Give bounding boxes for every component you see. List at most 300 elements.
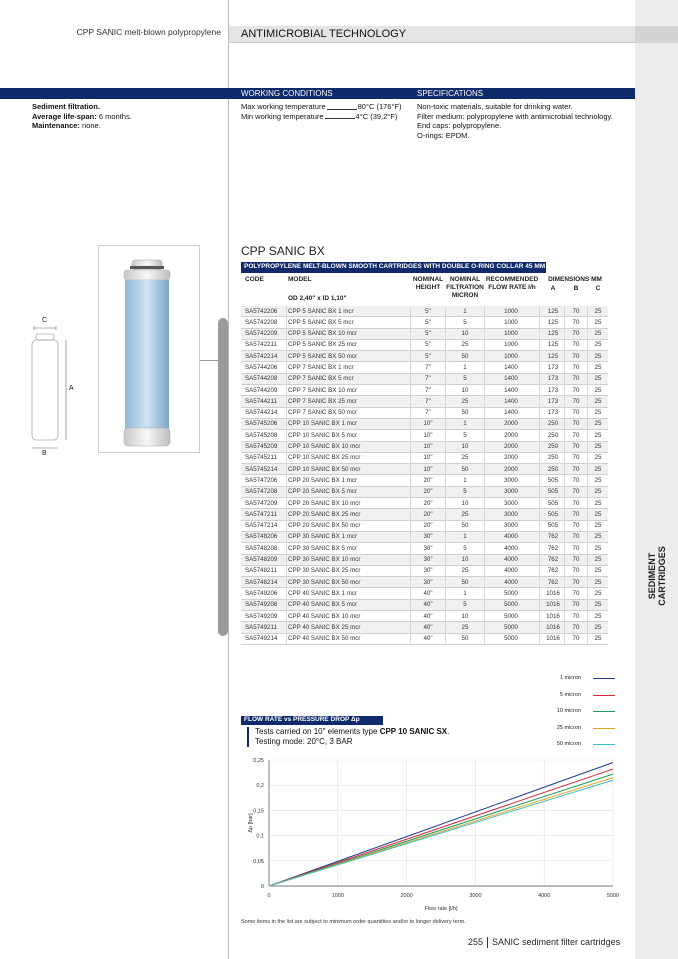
column-separator	[445, 306, 446, 644]
cell-filtration: 1	[463, 420, 467, 428]
x-tick-label: 3000	[469, 893, 482, 899]
cell-dim-a: 1016	[546, 589, 560, 597]
cell-filtration: 50	[461, 352, 469, 360]
cell-model: CPP 40 SANIC BX 5 mcr	[288, 601, 358, 609]
cell-code: SA5748208	[245, 544, 278, 552]
cell-dim-c: 25	[594, 601, 602, 609]
cell-model: CPP 10 SANIC BX 50 mcr	[288, 465, 361, 473]
note-prefix: Tests carried on 10" elements type	[255, 727, 380, 736]
cell-code: SA5745209	[245, 443, 278, 451]
cell-height: 40"	[423, 612, 433, 620]
cell-dim-a: 505	[547, 488, 559, 496]
cell-height: 20"	[423, 488, 433, 496]
cell-dim-c: 25	[594, 499, 602, 507]
cell-model: CPP 20 SANIC BX 1 mcr	[288, 476, 358, 484]
col-code: CODE	[245, 276, 264, 283]
cell-height: 10"	[423, 420, 433, 428]
info-bar	[0, 88, 635, 99]
cell-code: SA5744211	[245, 397, 277, 405]
cell-model: CPP 20 SANIC BX 10 mcr	[288, 499, 361, 507]
cell-dim-b: 70	[572, 567, 580, 575]
cell-model: CPP 7 SANIC BX 5 mcr	[288, 375, 354, 383]
table-row	[241, 396, 608, 407]
cell-dim-a: 505	[547, 476, 559, 484]
right-side-rail	[635, 0, 678, 959]
cell-model: CPP 30 SANIC BX 10 mcr	[288, 556, 361, 564]
product-family-title: CPP SANIC melt-blown polypropylene	[76, 27, 221, 37]
cell-dim-b: 70	[572, 318, 580, 326]
cell-dim-a: 250	[547, 420, 559, 428]
cell-dim-c: 25	[594, 578, 602, 586]
cell-dim-b: 70	[572, 623, 580, 631]
cell-model: CPP 40 SANIC BX 25 mcr	[288, 623, 361, 631]
cell-dim-c: 25	[594, 544, 602, 552]
x-tick-label: 2000	[400, 893, 413, 899]
legend-item	[540, 673, 615, 690]
cell-flow: 4000	[504, 578, 518, 586]
cell-dim-b: 70	[572, 533, 580, 541]
dim-b-label: B	[42, 450, 47, 457]
cell-code: SA5747209	[245, 499, 278, 507]
cell-dim-c: 25	[594, 533, 602, 541]
cell-height: 20"	[423, 476, 433, 484]
cell-filtration: 1	[463, 307, 467, 315]
cell-flow: 4000	[504, 567, 518, 575]
image-connector-line	[200, 360, 220, 361]
legend-label: 25 micron	[556, 724, 581, 731]
cell-filtration: 5	[463, 318, 467, 326]
col-dimensions: DIMENSIONS MM	[548, 276, 602, 283]
specifications-label: SPECIFICATIONS	[417, 89, 484, 98]
life-span-label: Average life-span:	[32, 111, 97, 121]
x-tick-label: 0	[267, 893, 271, 899]
cell-dim-a: 173	[547, 397, 559, 405]
cell-model: CPP 5 SANIC BX 1 mcr	[288, 307, 354, 315]
cell-dim-c: 25	[594, 431, 602, 439]
product-table-body	[241, 306, 608, 645]
flowrate-note	[247, 727, 449, 747]
table-row	[241, 351, 608, 362]
cell-height: 5"	[425, 352, 431, 360]
cell-height: 10"	[423, 443, 433, 451]
cell-dim-a: 125	[547, 352, 559, 360]
cell-filtration: 10	[461, 612, 469, 620]
cell-flow: 5000	[504, 635, 518, 643]
cell-dim-c: 25	[594, 341, 602, 349]
spec-line: Filter medium: polypropylene with antimicrobial technology.	[417, 111, 613, 121]
col-c: C	[595, 285, 601, 292]
legend-label: 10 micron	[556, 708, 581, 714]
cell-dim-c: 25	[594, 567, 602, 575]
cell-dim-a: 125	[547, 330, 559, 338]
cell-code: SA5742206	[245, 307, 278, 315]
cell-dim-b: 70	[572, 443, 580, 451]
cell-dim-b: 70	[572, 420, 580, 428]
x-axis-title: Flow rate [l/h]	[424, 906, 458, 912]
table-row	[241, 453, 608, 464]
table-row	[241, 329, 608, 340]
cell-filtration: 10	[461, 330, 469, 338]
note-model: CPP 10 SANIC SX	[379, 727, 448, 736]
cell-model: CPP 20 SANIC BX 50 mcr	[288, 522, 361, 530]
cell-filtration: 1	[463, 533, 467, 541]
table-row	[241, 634, 608, 645]
table-row	[241, 475, 608, 486]
chart-legend	[540, 673, 615, 756]
cell-height: 30"	[423, 544, 433, 552]
x-tick-label: 4000	[538, 893, 551, 899]
col-a: A	[550, 285, 556, 292]
legend-swatch	[593, 728, 615, 729]
table-row	[241, 385, 608, 396]
table-row	[241, 430, 608, 441]
table-band-text: POLYPROPYLENE MELT-BLOWN SMOOTH CARTRIDGES WITH DOUBLE O-RING COLLAR 45 MM	[244, 263, 546, 270]
cell-height: 5"	[425, 341, 431, 349]
cell-dim-a: 1016	[546, 601, 560, 609]
table-row	[241, 408, 608, 419]
x-tick-label: 1000	[331, 893, 344, 899]
cell-filtration: 10	[461, 386, 469, 394]
maintenance-label: Maintenance:	[32, 121, 80, 130]
cell-dim-b: 70	[572, 635, 580, 643]
column-separator	[564, 306, 565, 644]
cell-code: SA5745206	[245, 420, 278, 428]
cell-dim-b: 70	[572, 341, 580, 349]
cell-height: 30"	[423, 567, 433, 575]
cell-dim-b: 70	[572, 375, 580, 383]
cell-height: 5"	[425, 330, 431, 338]
max-temp-value: 80°C (176°F)	[357, 102, 402, 111]
cell-model: CPP 30 SANIC BX 25 mcr	[288, 567, 361, 575]
cell-code: SA5748206	[245, 533, 278, 541]
cell-model: CPP 10 SANIC BX 1 mcr	[288, 420, 358, 428]
cell-height: 40"	[423, 623, 433, 631]
cell-dim-a: 762	[547, 533, 559, 541]
cell-dim-b: 70	[572, 465, 580, 473]
table-row	[241, 374, 608, 385]
cell-dim-b: 70	[572, 409, 580, 417]
cell-model: CPP 30 SANIC BX 5 mcr	[288, 544, 358, 552]
cell-flow: 4000	[504, 533, 518, 541]
x-tick-label: 5000	[606, 893, 620, 899]
cell-dim-a: 250	[547, 431, 559, 439]
cell-dim-a: 173	[547, 386, 559, 394]
legend-swatch	[593, 711, 615, 712]
cell-dim-c: 25	[594, 318, 602, 326]
spec-line: Non-toxic materials, suitable for drinking water.	[417, 102, 573, 111]
cell-dim-a: 173	[547, 409, 559, 417]
cell-code: SA5748211	[245, 567, 277, 575]
cartridge-photo	[99, 246, 199, 452]
cell-height: 40"	[423, 601, 433, 609]
cell-height: 7"	[425, 397, 431, 405]
cell-dim-a: 250	[547, 465, 559, 473]
cell-filtration: 50	[461, 522, 469, 530]
cell-height: 7"	[425, 363, 431, 371]
note-suffix: .	[447, 727, 450, 736]
series-line	[269, 780, 613, 886]
table-row	[241, 340, 608, 351]
chart-svg	[240, 752, 625, 912]
cell-model: CPP 7 SANIC BX 10 mcr	[288, 386, 358, 394]
col-filtration: NOMINAL FILTRATION MICRON	[446, 276, 484, 299]
cell-dim-b: 70	[572, 556, 580, 564]
cell-flow: 2000	[504, 420, 518, 428]
y-tick-label: 0,25	[253, 758, 264, 764]
working-conditions-label: WORKING CONDITIONS	[241, 89, 333, 98]
cell-flow: 1400	[504, 409, 518, 417]
cell-dim-b: 70	[572, 578, 580, 586]
table-row	[241, 419, 608, 430]
cell-dim-b: 70	[572, 307, 580, 315]
cell-filtration: 25	[461, 454, 469, 462]
maintenance-value: none.	[82, 121, 101, 130]
column-separator	[587, 306, 588, 644]
cell-code: SA5749208	[245, 601, 278, 609]
table-row	[241, 498, 608, 509]
dimension-sketch	[22, 316, 82, 461]
cell-model: CPP 5 SANIC BX 5 mcr	[288, 318, 354, 326]
cell-dim-b: 70	[572, 397, 580, 405]
cell-model: CPP 20 SANIC BX 25 mcr	[288, 510, 361, 518]
cell-filtration: 25	[461, 623, 469, 631]
cell-code: SA5745211	[245, 454, 277, 462]
cell-dim-a: 173	[547, 375, 559, 383]
column-divider	[228, 0, 229, 959]
table-row	[241, 521, 608, 532]
table-row	[241, 442, 608, 453]
cell-filtration: 25	[461, 510, 469, 518]
cell-model: CPP 7 SANIC BX 50 mcr	[288, 409, 358, 417]
footnote: Some items in the list are subject to minimum order quantities and/or to longer delivery term.	[241, 919, 466, 925]
col-model: MODEL	[288, 276, 312, 283]
cell-model: CPP 30 SANIC BX 50 mcr	[288, 578, 361, 586]
min-temp-value: 4°C (39,2°F)	[355, 111, 398, 121]
cell-dim-c: 25	[594, 352, 602, 360]
table-row	[241, 588, 608, 599]
cartridge-summary	[32, 102, 132, 131]
legend-label: 1 micron	[559, 675, 581, 681]
cell-model: CPP 5 SANIC BX 10 mcr	[288, 330, 358, 338]
cell-dim-c: 25	[594, 386, 602, 394]
cell-dim-b: 70	[572, 601, 580, 609]
cell-model: CPP 10 SANIC BX 25 mcr	[288, 454, 361, 462]
cell-filtration: 10	[461, 443, 469, 451]
cell-filtration: 25	[461, 567, 469, 575]
cell-flow: 2000	[504, 465, 518, 473]
cell-dim-c: 25	[594, 612, 602, 620]
cell-flow: 1400	[504, 386, 518, 394]
cell-code: SA5742211	[245, 341, 277, 349]
cell-dim-c: 25	[594, 375, 602, 383]
column-separator	[410, 306, 411, 644]
cell-filtration: 5	[463, 488, 467, 496]
cell-flow: 2000	[504, 454, 518, 462]
cell-flow: 1000	[504, 341, 518, 349]
col-b: B	[573, 285, 579, 292]
cell-filtration: 25	[461, 341, 469, 349]
cell-flow: 1000	[504, 318, 518, 326]
legend-item	[540, 706, 615, 723]
y-axis-title: Δp [bar]	[248, 813, 254, 833]
cell-code: SA5742208	[245, 318, 278, 326]
cell-dim-a: 250	[547, 454, 559, 462]
cell-dim-b: 70	[572, 510, 580, 518]
cell-dim-c: 25	[594, 589, 602, 597]
col-height: NOMINAL HEIGHT	[412, 276, 444, 291]
cell-flow: 4000	[504, 544, 518, 552]
cell-flow: 2000	[504, 431, 518, 439]
cell-dim-b: 70	[572, 363, 580, 371]
cell-dim-c: 25	[594, 488, 602, 496]
cell-dim-b: 70	[572, 589, 580, 597]
cell-model: CPP 10 SANIC BX 10 mcr	[288, 443, 361, 451]
cell-filtration: 1	[463, 589, 467, 597]
cell-height: 7"	[425, 375, 431, 383]
cell-flow: 3000	[504, 499, 518, 507]
cell-dim-c: 25	[594, 510, 602, 518]
y-tick-label: 0,2	[256, 783, 264, 790]
cell-code: SA5742209	[245, 330, 278, 338]
table-row	[241, 611, 608, 622]
cell-dim-a: 762	[547, 578, 559, 586]
table-side-bar	[218, 318, 228, 636]
cell-code: SA5749209	[245, 612, 278, 620]
cell-dim-c: 25	[594, 522, 602, 530]
product-photo-frame	[98, 245, 200, 453]
cell-dim-b: 70	[572, 522, 580, 530]
cell-dim-b: 70	[572, 612, 580, 620]
cell-model: CPP 40 SANIC BX 50 mcr	[288, 635, 361, 643]
table-row	[241, 543, 608, 554]
cell-code: SA5744209	[245, 386, 278, 394]
cell-code: SA5747211	[245, 510, 277, 518]
cell-dim-c: 25	[594, 397, 602, 405]
cell-filtration: 50	[461, 578, 469, 586]
table-row	[241, 622, 608, 633]
cell-height: 20"	[423, 522, 433, 530]
table-header	[241, 276, 608, 306]
table-row	[241, 555, 608, 566]
cell-flow: 1000	[504, 352, 518, 360]
y-tick-label: 0	[260, 884, 264, 890]
cell-dim-b: 70	[572, 499, 580, 507]
cell-dim-a: 762	[547, 567, 559, 575]
cell-dim-a: 125	[547, 318, 559, 326]
cell-filtration: 10	[461, 499, 469, 507]
sediment-label: Sediment filtration.	[32, 102, 100, 111]
cell-dim-a: 173	[547, 363, 559, 371]
cell-code: SA5749211	[245, 623, 277, 631]
y-tick-label: 0,1	[256, 833, 264, 840]
cell-dim-a: 762	[547, 544, 559, 552]
cell-model: CPP 20 SANIC BX 5 mcr	[288, 488, 358, 496]
cell-dim-c: 25	[594, 420, 602, 428]
cell-dim-c: 25	[594, 465, 602, 473]
cell-filtration: 50	[461, 465, 469, 473]
cell-dim-a: 125	[547, 307, 559, 315]
cell-code: SA5742214	[245, 352, 278, 360]
cell-flow: 5000	[504, 623, 518, 631]
table-row	[241, 566, 608, 577]
cell-flow: 1400	[504, 397, 518, 405]
min-temp-label: Min working temperature	[241, 111, 324, 121]
cell-code: SA5744214	[245, 409, 278, 417]
cell-flow: 1000	[504, 307, 518, 315]
cell-dim-b: 70	[572, 454, 580, 462]
cell-dim-c: 25	[594, 623, 602, 631]
series-line	[269, 774, 613, 886]
cell-model: CPP 40 SANIC BX 10 mcr	[288, 612, 361, 620]
cell-dim-a: 125	[547, 341, 559, 349]
cell-dim-c: 25	[594, 635, 602, 643]
cell-model: CPP 30 SANIC BX 1 mcr	[288, 533, 358, 541]
rail-category-label	[637, 540, 677, 610]
cell-flow: 3000	[504, 476, 518, 484]
table-row	[241, 487, 608, 498]
note-line2: Testing mode: 20°C, 3 BAR	[255, 737, 353, 746]
cell-height: 40"	[423, 589, 433, 597]
col-flow: RECOMMENDED FLOW RATE l/h	[485, 276, 539, 291]
cell-dim-b: 70	[572, 488, 580, 496]
cell-flow: 1000	[504, 330, 518, 338]
table-band	[241, 262, 546, 273]
legend-item	[540, 723, 615, 740]
cell-dim-c: 25	[594, 409, 602, 417]
cell-height: 5"	[425, 318, 431, 326]
cell-dim-c: 25	[594, 330, 602, 338]
cell-dim-b: 70	[572, 544, 580, 552]
col-model-sub: OD 2,40" x ID 1,10"	[288, 295, 347, 302]
table-row	[241, 306, 608, 317]
cell-height: 7"	[425, 409, 431, 417]
cell-dim-b: 70	[572, 352, 580, 360]
cell-dim-c: 25	[594, 476, 602, 484]
cell-code: SA5745214	[245, 465, 278, 473]
legend-item	[540, 690, 615, 707]
cell-flow: 1400	[504, 375, 518, 383]
cell-dim-b: 70	[572, 476, 580, 484]
cell-height: 10"	[423, 454, 433, 462]
cell-model: CPP 40 SANIC BX 1 mcr	[288, 589, 358, 597]
cell-dim-b: 70	[572, 330, 580, 338]
cell-height: 20"	[423, 510, 433, 518]
column-separator	[539, 306, 540, 644]
cell-dim-c: 25	[594, 556, 602, 564]
cell-code: SA5747206	[245, 476, 278, 484]
table-row	[241, 600, 608, 611]
cell-filtration: 50	[461, 409, 469, 417]
cell-flow: 4000	[504, 556, 518, 564]
cell-dim-c: 25	[594, 363, 602, 371]
cell-code: SA5744206	[245, 363, 278, 371]
cell-dim-a: 505	[547, 522, 559, 530]
dim-c-label: C	[42, 317, 48, 324]
legend-swatch	[593, 695, 615, 696]
section-header-title: ANTIMICROBIAL TECHNOLOGY	[241, 28, 407, 40]
cell-flow: 5000	[504, 612, 518, 620]
cell-dim-a: 505	[547, 510, 559, 518]
table-row	[241, 577, 608, 588]
table-row	[241, 464, 608, 475]
cell-code: SA5747214	[245, 522, 278, 530]
life-span-value: 6 months.	[98, 111, 132, 121]
column-separator	[286, 306, 287, 644]
cell-code: SA5745208	[245, 431, 278, 439]
cell-model: CPP 7 SANIC BX 1 mcr	[288, 363, 354, 371]
cell-code: SA5748214	[245, 578, 278, 586]
spec-line: O-rings: EPDM.	[417, 130, 470, 140]
